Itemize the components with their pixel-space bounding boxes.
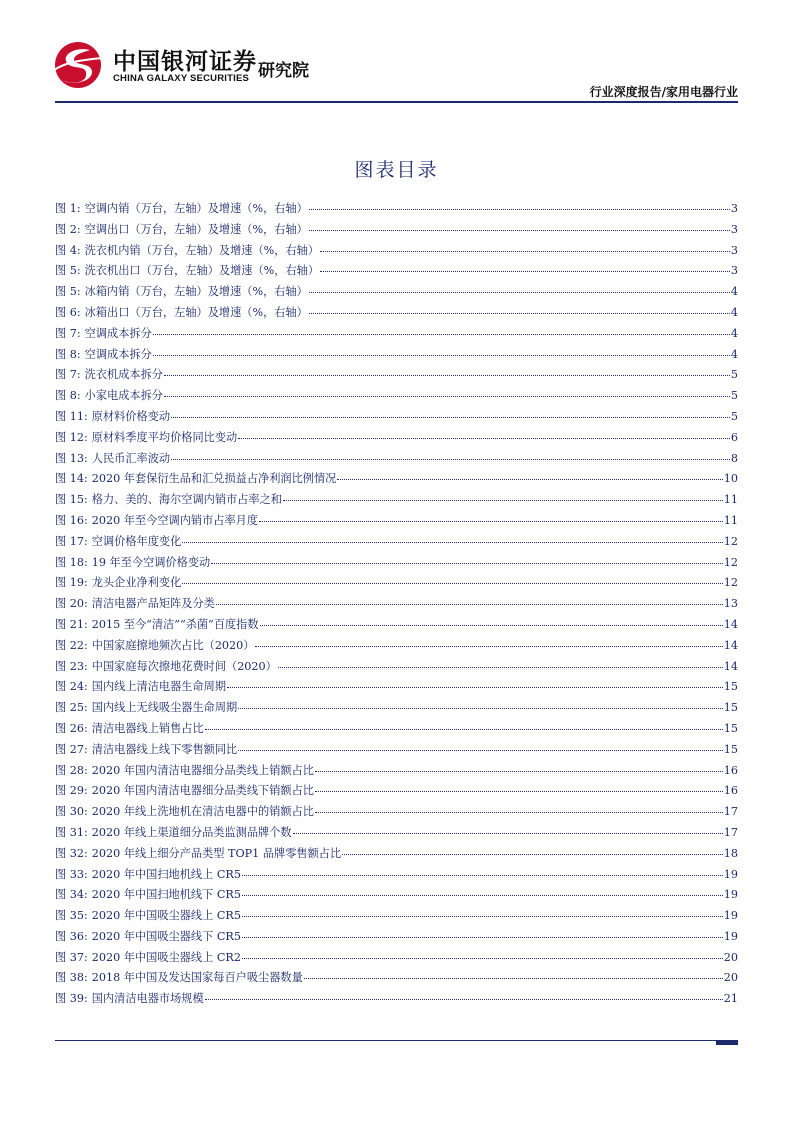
toc-entry[interactable] [55, 990, 738, 1011]
toc-entry-caption: 洗衣机内销（万台，左轴）及增速（%，右轴） [84, 243, 320, 257]
toc-entry-label: 图 8: [55, 389, 81, 403]
toc-entry[interactable] [55, 325, 738, 346]
toc-entry-caption: 冰箱内销（万台，左轴）及增速（%，右轴） [84, 285, 308, 299]
toc-entry-leader [315, 790, 723, 792]
toc-entry-label: 图 17: [55, 534, 88, 548]
toc-entry-leader [283, 499, 723, 501]
toc-entry-label: 图 23: [55, 659, 88, 673]
toc-entry[interactable] [55, 678, 738, 699]
toc-entry[interactable] [55, 387, 738, 408]
toc-entry-leader [205, 998, 723, 1000]
toc-entry-leader [171, 458, 730, 460]
toc-entry-page: 17 [723, 805, 738, 819]
toc-entry[interactable] [55, 595, 738, 616]
toc-entry-leader [153, 354, 730, 356]
toc-entry-caption: 空调成本拆分 [84, 347, 152, 361]
toc-entry-leader [238, 749, 723, 751]
header-divider [55, 101, 738, 103]
toc-entry[interactable] [55, 762, 738, 783]
toc-entry[interactable] [55, 450, 738, 471]
toc-entry-page: 6 [730, 430, 738, 444]
toc-entry-page: 14 [723, 638, 738, 652]
toc-entry-caption: 空调内销（万台，左轴）及增速（%，右轴） [84, 202, 308, 215]
toc-entry-page: 5 [730, 389, 738, 403]
toc-entry-label: 图 5: [55, 285, 81, 299]
toc-entry-caption: 19 年至今空调价格变动 [91, 555, 211, 569]
toc-entry-page: 20 [723, 950, 738, 964]
toc-entry-label: 图 12: [55, 430, 88, 444]
toc-entry[interactable] [55, 616, 738, 637]
toc-entry[interactable] [55, 533, 738, 554]
toc-entry-page: 19 [723, 867, 738, 881]
toc-entry-label: 图 31: [55, 825, 88, 839]
toc-entry-page: 15 [723, 742, 738, 756]
toc-entry[interactable] [55, 741, 738, 762]
toc-entry-label: 图 37: [55, 950, 88, 964]
toc-entry-leader [171, 416, 730, 418]
footer-mark [716, 1041, 738, 1045]
toc-entry[interactable] [55, 699, 738, 720]
toc-entry-caption: 格力、美的、海尔空调内销市占率之和 [91, 493, 282, 507]
toc-entry-label: 图 7: [55, 368, 81, 382]
toc-entry-label: 图 35: [55, 909, 88, 923]
toc-entry-label: 图 16: [55, 513, 88, 527]
toc-entry[interactable] [55, 221, 738, 242]
toc-entry-label: 图 30: [55, 805, 88, 819]
toc-entry-page: 19 [723, 888, 738, 902]
toc-entry-caption: 国内线上清洁电器生命周期 [91, 680, 227, 694]
toc-entry-caption: 国内线上无线吸尘器生命周期 [91, 701, 238, 715]
toc-entry[interactable] [55, 262, 738, 283]
toc-entry-page: 8 [730, 451, 738, 465]
toc-entry-leader [242, 936, 723, 938]
toc-entry-leader [182, 582, 722, 584]
toc-entry-page: 11 [723, 513, 738, 527]
toc-entry-caption: 原材料价格变动 [91, 409, 171, 423]
toc-entry-caption: 国内清洁电器市场规模 [91, 992, 204, 1006]
toc-entry-caption: 原材料季度平均价格同比变动 [91, 430, 238, 444]
toc-entry-page: 3 [730, 243, 738, 257]
toc-entry[interactable] [55, 886, 738, 907]
toc-entry-label: 图 2: [55, 222, 81, 236]
toc-entry-leader [242, 894, 723, 896]
toc-entry-page: 4 [730, 347, 738, 361]
toc-title: 图表目录 [354, 159, 439, 181]
toc-entry[interactable] [55, 470, 738, 491]
toc-entry[interactable] [55, 408, 738, 429]
toc-entry[interactable] [55, 866, 738, 887]
brand-name-cn: 中国银河证券 [113, 49, 257, 75]
toc-entry-label: 图 11: [55, 409, 88, 423]
toc-entry-label: 图 27: [55, 742, 88, 756]
toc-entry-caption: 2020 年国内清洁电器细分品类线下销额占比 [91, 784, 314, 798]
toc-entry-caption: 清洁电器产品矩阵及分类 [91, 597, 215, 611]
footer-divider [55, 1040, 738, 1041]
toc-entry-leader [337, 478, 722, 480]
toc-entry[interactable] [55, 845, 738, 866]
toc-entry-page: 19 [723, 909, 738, 923]
toc-entry[interactable] [55, 554, 738, 575]
toc-entry-caption: 2020 年线上洗地机在清洁电器中的销额占比 [91, 805, 314, 819]
toc-entry-label: 图 14: [55, 472, 88, 486]
toc-entry-caption: 2020 年套保衍生品和汇兑损益占净利润比例情况 [91, 472, 337, 486]
toc-entry-caption: 龙头企业净利变化 [91, 576, 182, 590]
toc-entry-page: 15 [723, 701, 738, 715]
toc-entry-label: 图 5: [55, 264, 81, 278]
toc-entry-page: 21 [723, 992, 738, 1006]
toc-entry-label: 图 1: [55, 202, 81, 215]
toc-entry[interactable] [55, 907, 738, 928]
toc-entry[interactable] [55, 491, 738, 512]
toc-entry-label: 图 36: [55, 929, 88, 943]
toc-entry-caption: 小家电成本拆分 [84, 389, 163, 403]
toc-entry-leader [227, 686, 723, 688]
toc-entry-caption: 中国家庭擦地频次占比（2020） [91, 638, 255, 652]
toc-entry-caption: 2015 至今“清洁”“杀菌”百度指数 [91, 617, 259, 631]
toc-entry-label: 图 6: [55, 305, 81, 319]
page-header [0, 0, 793, 110]
toc-entry-page: 18 [723, 846, 738, 860]
toc-entry-label: 图 26: [55, 721, 88, 735]
toc-entry-label: 图 8: [55, 347, 81, 361]
toc-entry-label: 图 25: [55, 701, 88, 715]
toc-entry[interactable] [55, 242, 738, 263]
toc-entry-leader [260, 624, 723, 626]
toc-entry-caption: 空调价格年度变化 [91, 534, 182, 548]
toc-entry-leader [242, 874, 723, 876]
toc-entry-page: 19 [723, 929, 738, 943]
toc-entry[interactable] [55, 928, 738, 949]
toc-entry-page: 4 [730, 305, 738, 319]
toc-entry-label: 图 21: [55, 617, 88, 631]
toc-entry-label: 图 15: [55, 493, 88, 507]
toc-entry-label: 图 33: [55, 867, 88, 881]
toc-entry-caption: 2020 年国内清洁电器细分品类线上销额占比 [91, 763, 314, 777]
toc-entry-label: 图 39: [55, 992, 88, 1006]
toc-entry-leader [342, 853, 723, 855]
toc-entry-leader [205, 728, 723, 730]
toc-entry-page: 14 [723, 659, 738, 673]
toc-entry-caption: 冰箱出口（万台，左轴）及增速（%，右轴） [84, 305, 308, 319]
toc-entry[interactable] [55, 200, 738, 221]
toc-entry[interactable] [55, 283, 738, 304]
toc-entry-caption: 2020 年中国吸尘器线上 CR2 [91, 950, 241, 964]
toc-entry[interactable] [55, 574, 738, 595]
toc-entry-leader [216, 603, 723, 605]
brand-name-en: CHINA GALAXY SECURITIES [113, 73, 250, 84]
toc-entry-leader [182, 541, 722, 543]
toc-entry-leader [315, 811, 723, 813]
toc-entry-caption: 2020 年中国吸尘器线上 CR5 [91, 909, 241, 923]
toc-entry[interactable] [55, 658, 738, 679]
toc-entry-label: 图 24: [55, 680, 88, 694]
toc-entry-caption: 2020 年线上渠道细分品类监测品牌个数 [91, 825, 292, 839]
toc-entry-page: 20 [723, 971, 738, 985]
toc-entry-page: 11 [723, 493, 738, 507]
toc-entry-page: 3 [730, 264, 738, 278]
toc-entry-label: 图 7: [55, 326, 81, 340]
toc-entry-page: 3 [730, 222, 738, 236]
toc-entry-leader [320, 270, 730, 272]
toc-entry-leader [304, 977, 723, 979]
toc-entry-label: 图 38: [55, 971, 88, 985]
toc-entry-caption: 洗衣机出口（万台，左轴）及增速（%，右轴） [84, 264, 320, 278]
toc-entry-caption: 2020 年中国扫地机线上 CR5 [91, 867, 241, 881]
toc-list [55, 200, 738, 1011]
toc-entry-page: 17 [723, 825, 738, 839]
toc-entry-page: 15 [723, 680, 738, 694]
toc-entry-leader [211, 562, 723, 564]
toc-entry-leader [242, 957, 723, 959]
toc-entry-leader [255, 645, 722, 647]
toc-entry-leader [242, 915, 723, 917]
institute-label: 研究院 [258, 61, 309, 81]
toc-entry-label: 图 34: [55, 888, 88, 902]
toc-entry-caption: 2020 年线上细分产品类型 TOP1 品牌零售额占比 [91, 846, 342, 860]
toc-entry-leader [293, 832, 723, 834]
toc-entry-caption: 清洁电器线上销售占比 [91, 721, 204, 735]
toc-entry-leader [309, 312, 730, 314]
toc-entry-page: 16 [723, 763, 738, 777]
toc-entry-leader [309, 291, 730, 293]
toc-entry-page: 13 [723, 597, 738, 611]
toc-entry-leader [238, 707, 723, 709]
toc-entry-leader [315, 770, 723, 772]
galaxy-logo-icon [52, 40, 104, 90]
toc-entry[interactable] [55, 782, 738, 803]
toc-entry-caption: 2020 年中国扫地机线下 CR5 [91, 888, 241, 902]
toc-entry-page: 5 [730, 368, 738, 382]
toc-entry[interactable] [55, 637, 738, 658]
toc-entry-page: 5 [730, 409, 738, 423]
toc-entry-caption: 清洁电器线上线下零售额同比 [91, 742, 238, 756]
toc-entry[interactable] [55, 824, 738, 845]
toc-entry-page: 3 [730, 202, 738, 215]
toc-entry-leader [259, 520, 723, 522]
toc-entry-leader [309, 208, 730, 210]
toc-entry-page: 10 [723, 472, 738, 486]
report-type-label: 行业深度报告/家用电器行业 [589, 85, 738, 99]
toc-entry-leader [238, 437, 730, 439]
toc-entry-leader [278, 666, 723, 668]
toc-entry-leader [320, 250, 730, 252]
toc-entry-leader [309, 229, 730, 231]
toc-entry-caption: 空调出口（万台，左轴）及增速（%，右轴） [84, 222, 308, 236]
toc-entry-leader [164, 395, 730, 397]
toc-entry-label: 图 4: [55, 243, 81, 257]
toc-entry[interactable] [55, 429, 738, 450]
toc-entry-label: 图 28: [55, 763, 88, 777]
toc-entry-caption: 2020 年至今空调内销市占率月度 [91, 513, 259, 527]
toc-entry-label: 图 19: [55, 576, 88, 590]
toc-entry-label: 图 20: [55, 597, 88, 611]
toc-entry-label: 图 18: [55, 555, 88, 569]
toc-entry[interactable] [55, 512, 738, 533]
toc-entry-page: 15 [723, 721, 738, 735]
toc-entry-page: 16 [723, 784, 738, 798]
toc-entry-label: 图 22: [55, 638, 88, 652]
toc-entry-page: 12 [723, 555, 738, 569]
toc-entry[interactable] [55, 720, 738, 741]
toc-entry-page: 4 [730, 285, 738, 299]
toc-entry[interactable] [55, 304, 738, 325]
toc-entry[interactable] [55, 949, 738, 970]
toc-entry-label: 图 32: [55, 846, 88, 860]
toc-entry-page: 14 [723, 617, 738, 631]
toc-entry-page: 12 [723, 576, 738, 590]
toc-entry-caption: 2020 年中国吸尘器线下 CR5 [91, 929, 241, 943]
toc-entry-page: 4 [730, 326, 738, 340]
toc-entry-leader [153, 333, 730, 335]
toc-entry[interactable] [55, 969, 738, 990]
toc-entry-caption: 中国家庭每次擦地花费时间（2020） [91, 659, 277, 673]
toc-entry-leader [164, 374, 730, 376]
toc-entry[interactable] [55, 346, 738, 367]
toc-entry-caption: 洗衣机成本拆分 [84, 368, 163, 382]
toc-entry-page: 12 [723, 534, 738, 548]
toc-entry-label: 图 13: [55, 451, 88, 465]
toc-entry-caption: 空调成本拆分 [84, 326, 152, 340]
toc-entry-caption: 2018 年中国及发达国家每百户吸尘器数量 [91, 971, 303, 985]
toc-entry[interactable] [55, 803, 738, 824]
toc-entry-caption: 人民币汇率波动 [91, 451, 171, 465]
toc-entry-label: 图 29: [55, 784, 88, 798]
toc-entry[interactable] [55, 366, 738, 387]
